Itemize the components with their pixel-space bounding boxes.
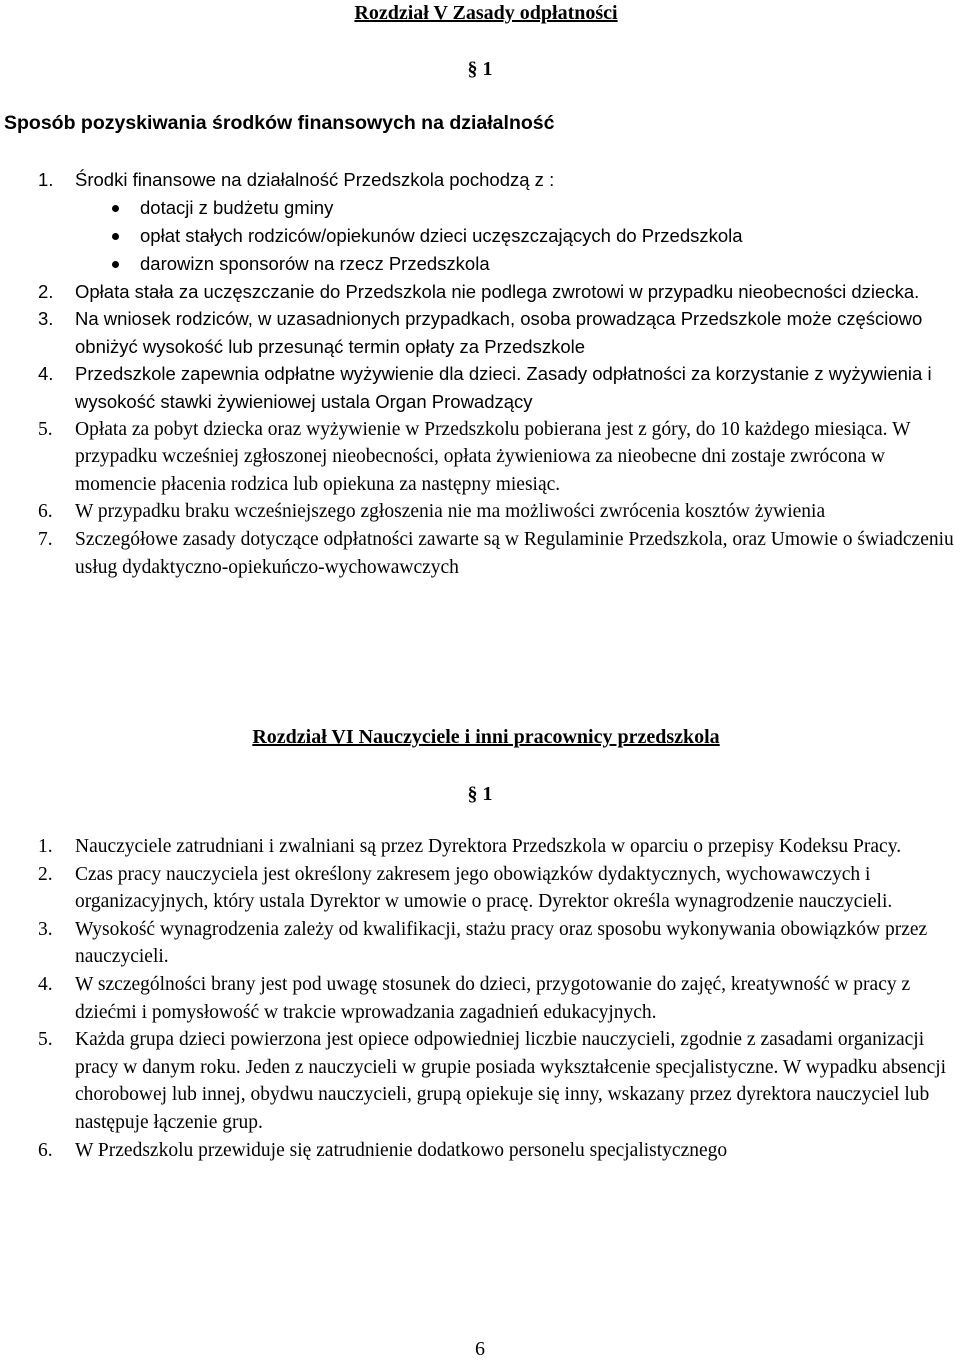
funding-sources xyxy=(0,194,960,278)
page-number: 6 xyxy=(475,1338,485,1360)
bullet-text: dotacji z budżetu gminy xyxy=(140,196,334,218)
list-item xyxy=(0,166,960,194)
list-item xyxy=(0,861,960,916)
list-item xyxy=(0,305,960,360)
item-text: Opłata za pobyt dziecka oraz wyżywienie w Przedszkolu pobierana jest z góry, do 10 każdego miesiąca. W przypadku wcześniej zgłoszonej nieobecności, opłata żywieniowa za nieobecne dni zostaje zwrócona w momencie płacenia rodzica lub opiekuna za następny miesiąc. xyxy=(75,418,911,495)
list-item xyxy=(0,360,960,415)
item-number: 2. xyxy=(38,280,54,302)
item-text: Przedszkole zapewnia odpłatne wyżywienie dla dzieci. Zasady odpłatności za korzystanie z wyżywienia i wysokość stawki żywieniowej ustala Organ Prowadzący xyxy=(75,363,932,412)
bullet-text: opłat stałych rodziców/opiekunów dzieci uczęszczających do Przedszkola xyxy=(140,224,743,246)
bullet-item xyxy=(0,222,960,250)
item-number: 5. xyxy=(38,1029,53,1051)
item-number: 6. xyxy=(38,1139,53,1161)
bullet-icon xyxy=(112,205,119,212)
chapter-5-paragraph-sign: § 1 xyxy=(467,58,493,80)
item-text: Opłata stała za uczęszczanie do Przedszkola nie podlega zwrotowi w przypadku nieobecności dziecka. xyxy=(75,280,920,302)
chapter-6-title: Rozdział VI Nauczyciele i inni pracownicy przedszkola xyxy=(252,726,720,748)
item-text: W przypadku braku wcześniejszego zgłoszenia nie ma możliwości zwrócenia kosztów żywienia xyxy=(75,501,826,523)
item-number: 7. xyxy=(38,528,53,550)
item-text: W szczególności brany jest pod uwagę stosunek do dzieci, przygotowanie do zajęć, kreatywność w pracy z dziećmi i pomysłowość w trakcie wprowadzania zagadnień edukacyjnych. xyxy=(75,973,911,1023)
item-text: Każda grupa dzieci powierzona jest opiece odpowiedniej liczbie nauczycieli, zgodnie z zasadami organizacji pracy w danym roku. Jeden z nauczycieli w grupie posiada wykształcenie specjalistyczne. W wypadku absencji chorobowej lub innej, obydwu nauczycieli, grupą opiekuje się inny, wskazany przez dyrektora nauczyciel lub następuje łączenie grup. xyxy=(75,1029,947,1133)
item-number: 2. xyxy=(38,863,53,885)
item-number: 4. xyxy=(38,363,54,385)
bullet-icon xyxy=(112,233,119,240)
list-item xyxy=(0,833,960,861)
bullet-text: darowizn sponsorów na rzecz Przedszkola xyxy=(140,252,490,274)
list-item xyxy=(0,916,960,971)
item-number: 4. xyxy=(38,973,53,995)
item-text: W Przedszkolu przewiduje się zatrudnienie dodatkowo personelu specjalistycznego xyxy=(75,1139,728,1161)
list-item xyxy=(0,526,960,581)
item-number: 3. xyxy=(38,308,54,330)
list-item xyxy=(0,1026,960,1136)
item-text: Nauczyciele zatrudniani i zwalniani są przez Dyrektora Przedszkola w oparciu o przepisy Kodeksu Pracy. xyxy=(75,836,902,857)
item-number: 3. xyxy=(38,918,53,940)
list-item xyxy=(0,971,960,1026)
chapter-5-subheading: Sposób pozyskiwania środków finansowych na działalność xyxy=(4,112,555,134)
bullet-item xyxy=(0,250,960,278)
chapter-6-list xyxy=(0,833,960,1164)
item-number: 1. xyxy=(38,169,54,190)
item-number: 1. xyxy=(38,836,53,857)
chapter-6-paragraph-sign: § 1 xyxy=(467,783,493,805)
chapter-5-title: Rozdział V Zasady odpłatności xyxy=(354,2,618,24)
bullet-item xyxy=(0,194,960,222)
list-item xyxy=(0,498,960,526)
bullet-list xyxy=(0,194,960,278)
item-text: Czas pracy nauczyciela jest określony zakresem jego obowiązków dydaktycznych, wychowawczych i organizacyjnych, który ustala Dyrektor w umowie o pracę. Dyrektor określa wynagrodzenie nauczycieli. xyxy=(75,863,893,913)
item-text: Środki finansowe na działalność Przedszkola pochodzą z : xyxy=(75,169,555,190)
chapter-5-list xyxy=(0,166,960,581)
item-number: 6. xyxy=(38,501,53,523)
item-text: Wysokość wynagrodzenia zależy od kwalifikacji, stażu pracy oraz sposobu wykonywania obowiązków przez nauczycieli. xyxy=(75,918,928,968)
list-item xyxy=(0,416,960,499)
item-number: 5. xyxy=(38,418,53,440)
list-item xyxy=(0,278,960,306)
list-item xyxy=(0,1137,960,1165)
item-text: Szczegółowe zasady dotyczące odpłatności zawarte są w Regulaminie Przedszkola, oraz Umowie o świadczeniu usług dydaktyczno-opiekuńczo-wychowawczych xyxy=(75,528,954,578)
bullet-icon xyxy=(112,261,119,268)
item-text: Na wniosek rodziców, w uzasadnionych przypadkach, osoba prowadząca Przedszkole może częściowo obniżyć wysokość lub przesunąć termin opłaty za Przedszkole xyxy=(75,308,923,357)
